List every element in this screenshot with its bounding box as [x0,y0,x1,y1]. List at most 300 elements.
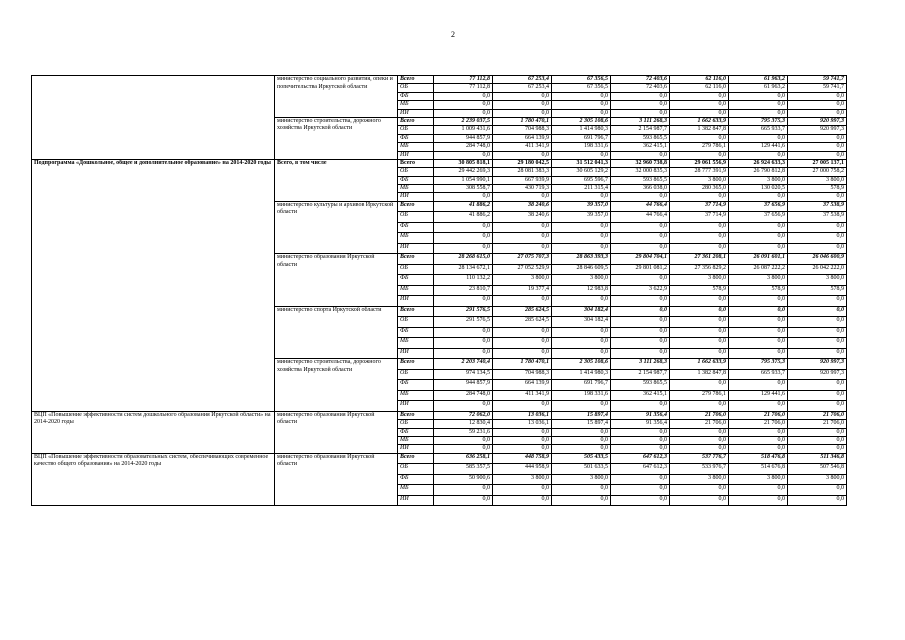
amount-cell: 0,0 [788,485,847,496]
amount-cell: 38 240,6 [493,201,552,212]
amount-cell: 0,0 [788,193,847,201]
funding-source-cell: Всего [398,411,434,419]
amount-cell: 27 000 758,2 [788,168,847,176]
amount-cell: 0,0 [788,296,847,307]
amount-cell: 3 800,0 [788,176,847,184]
funding-source-cell: МБ [398,233,434,244]
amount-cell: 0,0 [493,495,552,506]
amount-cell: 3 800,0 [729,275,788,286]
amount-cell: 0,0 [552,233,611,244]
amount-cell: 38 240,6 [493,212,552,223]
amount-cell: 0,0 [670,348,729,359]
amount-cell: 3 800,0 [493,275,552,286]
amount-cell: 362 415,1 [611,143,670,151]
amount-cell: 285 624,5 [493,317,552,328]
amount-cell: 130 020,5 [729,185,788,193]
amount-cell: 30 805 818,1 [434,159,493,167]
amount-cell: 0,0 [729,296,788,307]
amount-cell: 26 046 600,9 [788,254,847,265]
amount-cell: 0,0 [729,401,788,412]
amount-cell: 0,0 [434,92,493,100]
amount-cell: 285 624,5 [493,306,552,317]
executor-name-cell: министерство культуры и архивов Иркутской области [275,201,398,254]
amount-cell: 647 612,3 [611,464,670,475]
amount-cell: 0,0 [552,327,611,338]
amount-cell: 501 633,5 [552,464,611,475]
amount-cell: 0,0 [670,92,729,100]
amount-cell: 0,0 [434,401,493,412]
amount-cell: 518 476,8 [729,453,788,464]
amount-cell: 21 706,0 [788,420,847,428]
funding-source-cell: ФБ [398,92,434,100]
executor-name-cell: министерство спорта Иркутской области [275,306,398,359]
amount-cell: 647 612,3 [611,453,670,464]
executor-name-cell: Всего, в том числе [275,159,398,201]
amount-cell: 110 132,2 [434,275,493,286]
amount-cell: 507 546,8 [788,464,847,475]
table-row [32,411,847,419]
amount-cell: 0,0 [788,317,847,328]
amount-cell: 44 766,4 [611,212,670,223]
amount-cell: 578,9 [788,185,847,193]
amount-cell: 0,0 [493,222,552,233]
amount-cell: 0,0 [788,428,847,436]
amount-cell: 0,0 [611,296,670,307]
amount-cell: 279 786,1 [670,390,729,401]
amount-cell: 0,0 [611,306,670,317]
amount-cell: 211 315,4 [552,185,611,193]
amount-cell: 0,0 [788,401,847,412]
executor-name-cell: министерство образования Иркутской области [275,453,398,506]
amount-cell: 505 433,5 [552,453,611,464]
amount-cell: 0,0 [611,92,670,100]
amount-cell: 0,0 [788,445,847,453]
amount-cell: 21 706,0 [729,420,788,428]
amount-cell: 0,0 [611,348,670,359]
amount-cell: 28 081 383,3 [493,168,552,176]
funding-source-cell: ФБ [398,380,434,391]
amount-cell: 920 997,3 [788,359,847,370]
amount-cell: 3 800,0 [493,474,552,485]
amount-cell: 0,0 [552,485,611,496]
funding-source-cell: МБ [398,285,434,296]
funding-source-cell: ФБ [398,327,434,338]
funding-source-cell: ОБ [398,168,434,176]
amount-cell: 411 341,9 [493,143,552,151]
amount-cell: 0,0 [611,338,670,349]
amount-cell: 27 052 529,9 [493,264,552,275]
amount-cell: 13 036,1 [493,420,552,428]
amount-cell: 0,0 [729,380,788,391]
executor-name-cell: министерство образования Иркутской области [275,254,398,307]
amount-cell: 0,0 [552,193,611,201]
amount-cell: 72 403,6 [611,84,670,92]
amount-cell: 1 662 633,9 [670,359,729,370]
amount-cell: 3 800,0 [788,275,847,286]
amount-cell: 0,0 [552,338,611,349]
amount-cell: 15 897,4 [552,411,611,419]
funding-source-cell: Всего [398,201,434,212]
amount-cell: 430 719,3 [493,185,552,193]
amount-cell: 664 139,9 [493,380,552,391]
funding-source-cell: ФБ [398,275,434,286]
amount-cell: 920 997,3 [788,369,847,380]
amount-cell: 0,0 [493,428,552,436]
amount-cell: 1 662 633,9 [670,117,729,125]
amount-cell: 0,0 [729,92,788,100]
amount-cell: 3 800,0 [552,474,611,485]
amount-cell: 29 061 556,9 [670,159,729,167]
amount-cell: 366 038,0 [611,185,670,193]
amount-cell: 3 800,0 [729,176,788,184]
amount-cell: 3 800,0 [788,474,847,485]
amount-cell: 0,0 [670,317,729,328]
funding-source-cell: ФБ [398,428,434,436]
amount-cell: 0,0 [552,151,611,159]
amount-cell: 664 139,9 [493,134,552,142]
amount-cell: 0,0 [611,445,670,453]
amount-cell: 0,0 [552,495,611,506]
amount-cell: 308 558,7 [434,185,493,193]
amount-cell: 0,0 [729,233,788,244]
amount-cell: 198 331,6 [552,390,611,401]
amount-cell: 0,0 [729,495,788,506]
amount-cell: 920 997,3 [788,126,847,134]
amount-cell: 61 963,2 [729,84,788,92]
amount-cell: 0,0 [434,327,493,338]
amount-cell: 0,0 [788,109,847,117]
amount-cell: 198 331,6 [552,143,611,151]
amount-cell: 0,0 [729,101,788,109]
amount-cell: 1 009 431,6 [434,126,493,134]
amount-cell: 13 036,1 [493,411,552,419]
funding-source-cell: МБ [398,338,434,349]
amount-cell: 0,0 [434,445,493,453]
funding-source-cell: ОБ [398,126,434,134]
amount-cell: 533 976,7 [670,464,729,475]
amount-cell: 62 116,0 [670,76,729,84]
funding-source-cell: Всего [398,359,434,370]
amount-cell: 0,0 [611,101,670,109]
amount-cell: 0,0 [434,485,493,496]
amount-cell: 26 087 222,2 [729,264,788,275]
amount-cell: 511 346,8 [788,453,847,464]
amount-cell: 578,9 [788,285,847,296]
funding-source-cell: ОБ [398,212,434,223]
amount-cell: 0,0 [434,437,493,445]
amount-cell: 291 576,5 [434,317,493,328]
amount-cell: 28 863 393,3 [552,254,611,265]
amount-cell: 593 865,5 [611,134,670,142]
funding-source-cell: ИИ [398,243,434,254]
amount-cell: 0,0 [434,338,493,349]
amount-cell: 129 441,6 [729,143,788,151]
amount-cell: 21 706,0 [670,411,729,419]
amount-cell: 67 253,4 [493,84,552,92]
amount-cell: 32 960 738,8 [611,159,670,167]
amount-cell: 0,0 [611,243,670,254]
funding-source-cell: ФБ [398,474,434,485]
amount-cell: 795 375,3 [729,359,788,370]
table-row [32,453,847,464]
amount-cell: 0,0 [493,338,552,349]
amount-cell: 39 357,0 [552,212,611,223]
amount-cell: 67 356,5 [552,76,611,84]
amount-cell: 2 154 987,7 [611,126,670,134]
amount-cell: 59 231,6 [434,428,493,436]
funding-source-cell: ФБ [398,176,434,184]
amount-cell: 1 054 990,1 [434,176,493,184]
funding-source-cell: МБ [398,485,434,496]
funding-source-cell: ОБ [398,369,434,380]
amount-cell: 0,0 [670,243,729,254]
amount-cell: 0,0 [552,243,611,254]
amount-cell: 695 596,7 [552,176,611,184]
amount-cell: 0,0 [729,222,788,233]
amount-cell: 0,0 [552,222,611,233]
amount-cell: 0,0 [788,348,847,359]
funding-source-cell: ИИ [398,495,434,506]
amount-cell: 28 777 391,9 [670,168,729,176]
amount-cell: 667 939,9 [493,176,552,184]
amount-cell: 0,0 [670,233,729,244]
amount-cell: 537 776,7 [670,453,729,464]
funding-source-cell: МБ [398,143,434,151]
amount-cell: 21 706,0 [729,411,788,419]
amount-cell: 2 305 108,6 [552,117,611,125]
amount-cell: 29 801 081,2 [611,264,670,275]
amount-cell: 0,0 [788,495,847,506]
amount-cell: 3 111 268,3 [611,359,670,370]
amount-cell: 23 810,7 [434,285,493,296]
amount-cell: 291 576,5 [434,306,493,317]
amount-cell: 0,0 [434,296,493,307]
amount-cell: 26 091 601,1 [729,254,788,265]
amount-cell: 0,0 [670,109,729,117]
amount-cell: 1 414 980,3 [552,369,611,380]
amount-cell: 0,0 [552,92,611,100]
amount-cell: 284 748,0 [434,143,493,151]
amount-cell: 0,0 [611,275,670,286]
amount-cell: 974 134,5 [434,369,493,380]
amount-cell: 0,0 [493,485,552,496]
amount-cell: 91 356,4 [611,420,670,428]
amount-cell: 0,0 [552,109,611,117]
amount-cell: 0,0 [788,327,847,338]
funding-source-cell: ОБ [398,317,434,328]
program-name-cell: ВЦП «Повышение эффективности образовательных систем, обеспечивающих современное качество общего образования» на 2014-2020 годы [32,453,275,506]
amount-cell: 0,0 [670,437,729,445]
funding-source-cell: МБ [398,437,434,445]
amount-cell: 21 706,0 [670,420,729,428]
amount-cell: 304 182,4 [552,317,611,328]
amount-cell: 2 154 987,7 [611,369,670,380]
amount-cell: 0,0 [788,92,847,100]
funding-source-cell: ФБ [398,222,434,233]
amount-cell: 944 857,9 [434,380,493,391]
amount-cell: 0,0 [670,428,729,436]
amount-cell: 0,0 [552,101,611,109]
amount-cell: 0,0 [611,401,670,412]
amount-cell: 3 800,0 [552,275,611,286]
budget-table [31,75,847,506]
amount-cell: 0,0 [788,380,847,391]
amount-cell: 0,0 [729,317,788,328]
amount-cell: 59 741,7 [788,84,847,92]
amount-cell: 280 365,0 [670,185,729,193]
amount-cell: 691 796,7 [552,380,611,391]
amount-cell: 27 361 208,1 [670,254,729,265]
amount-cell: 284 748,0 [434,390,493,401]
amount-cell: 0,0 [611,151,670,159]
amount-cell: 0,0 [729,193,788,201]
amount-cell: 12 830,4 [434,420,493,428]
amount-cell: 44 766,4 [611,201,670,212]
amount-cell: 636 258,1 [434,453,493,464]
amount-cell: 585 357,5 [434,464,493,475]
program-name-cell: ВЦП «Повышение эффективности систем дошкольного образования Иркутской области» на 2014-2020 годы [32,411,275,453]
table-row [32,76,847,84]
amount-cell: 0,0 [729,428,788,436]
amount-cell: 0,0 [670,495,729,506]
amount-cell: 37 714,9 [670,201,729,212]
amount-cell: 27 075 707,3 [493,254,552,265]
amount-cell: 0,0 [788,306,847,317]
amount-cell: 0,0 [788,437,847,445]
amount-cell: 39 357,0 [552,201,611,212]
amount-cell: 0,0 [788,222,847,233]
amount-cell: 3 622,9 [611,285,670,296]
amount-cell: 0,0 [788,243,847,254]
amount-cell: 15 897,4 [552,420,611,428]
amount-cell: 37 656,9 [729,201,788,212]
amount-cell: 0,0 [729,348,788,359]
amount-cell: 0,0 [552,437,611,445]
amount-cell: 0,0 [670,485,729,496]
funding-source-cell: ИИ [398,151,434,159]
amount-cell: 0,0 [493,296,552,307]
funding-source-cell: МБ [398,101,434,109]
amount-cell: 0,0 [788,338,847,349]
amount-cell: 37 538,9 [788,201,847,212]
amount-cell: 593 865,5 [611,176,670,184]
program-name-cell [32,76,275,160]
amount-cell: 28 268 615,0 [434,254,493,265]
amount-cell: 29 804 704,1 [611,254,670,265]
amount-cell: 3 800,0 [670,176,729,184]
amount-cell: 0,0 [729,485,788,496]
funding-source-cell: ОБ [398,264,434,275]
amount-cell: 41 886,2 [434,201,493,212]
amount-cell: 1 780 470,1 [493,359,552,370]
amount-cell: 0,0 [434,101,493,109]
amount-cell: 0,0 [670,134,729,142]
amount-cell: 41 886,2 [434,212,493,223]
amount-cell: 0,0 [611,222,670,233]
amount-cell: 1 414 980,3 [552,126,611,134]
amount-cell: 0,0 [434,151,493,159]
amount-cell: 28 846 609,5 [552,264,611,275]
funding-source-cell: ФБ [398,134,434,142]
amount-cell: 0,0 [493,437,552,445]
funding-source-cell: ИИ [398,193,434,201]
table-row [32,159,847,167]
funding-source-cell: ИИ [398,348,434,359]
amount-cell: 362 415,1 [611,390,670,401]
amount-cell: 31 512 041,3 [552,159,611,167]
funding-source-cell: Всего [398,306,434,317]
amount-cell: 279 786,1 [670,143,729,151]
amount-cell: 0,0 [434,193,493,201]
amount-cell: 0,0 [611,485,670,496]
amount-cell: 3 800,0 [670,474,729,485]
amount-cell: 665 933,7 [729,126,788,134]
amount-cell: 0,0 [434,348,493,359]
amount-cell: 28 134 672,1 [434,264,493,275]
amount-cell: 0,0 [788,143,847,151]
amount-cell: 29 180 042,5 [493,159,552,167]
amount-cell: 1 780 470,1 [493,117,552,125]
amount-cell: 26 042 222,0 [788,264,847,275]
amount-cell: 444 958,9 [493,464,552,475]
amount-cell: 691 796,7 [552,134,611,142]
amount-cell: 0,0 [552,428,611,436]
amount-cell: 0,0 [493,445,552,453]
funding-source-cell: МБ [398,185,434,193]
amount-cell: 0,0 [611,193,670,201]
amount-cell: 304 182,4 [552,306,611,317]
amount-cell: 0,0 [611,233,670,244]
amount-cell: 0,0 [788,151,847,159]
amount-cell: 0,0 [729,151,788,159]
amount-cell: 29 442 269,3 [434,168,493,176]
amount-cell: 0,0 [611,437,670,445]
amount-cell: 62 116,0 [670,84,729,92]
funding-source-cell: ОБ [398,84,434,92]
amount-cell: 32 000 835,3 [611,168,670,176]
funding-source-cell: Всего [398,254,434,265]
amount-cell: 2 239 037,5 [434,117,493,125]
amount-cell: 448 758,9 [493,453,552,464]
amount-cell: 50 900,6 [434,474,493,485]
amount-cell: 578,9 [729,285,788,296]
amount-cell: 2 203 740,4 [434,359,493,370]
amount-cell: 411 341,9 [493,390,552,401]
amount-cell: 67 356,5 [552,84,611,92]
amount-cell: 19 377,4 [493,285,552,296]
amount-cell: 593 865,5 [611,380,670,391]
amount-cell: 37 538,9 [788,212,847,223]
funding-source-cell: ОБ [398,464,434,475]
amount-cell: 0,0 [670,327,729,338]
amount-cell: 27 005 137,1 [788,159,847,167]
amount-cell: 21 706,0 [788,411,847,419]
amount-cell: 0,0 [788,134,847,142]
amount-cell: 3 800,0 [670,275,729,286]
amount-cell: 0,0 [611,109,670,117]
amount-cell: 26 790 812,8 [729,168,788,176]
funding-source-cell: ОБ [398,420,434,428]
amount-cell: 0,0 [729,134,788,142]
amount-cell: 0,0 [611,495,670,506]
amount-cell: 72 403,6 [611,76,670,84]
amount-cell: 0,0 [670,222,729,233]
funding-source-cell: ИИ [398,109,434,117]
amount-cell: 514 676,8 [729,464,788,475]
executor-name-cell: министерство образования Иркутской области [275,411,398,453]
executor-name-cell: министерство строительства, дорожного хозяйства Иркутской области [275,117,398,159]
amount-cell: 0,0 [434,243,493,254]
